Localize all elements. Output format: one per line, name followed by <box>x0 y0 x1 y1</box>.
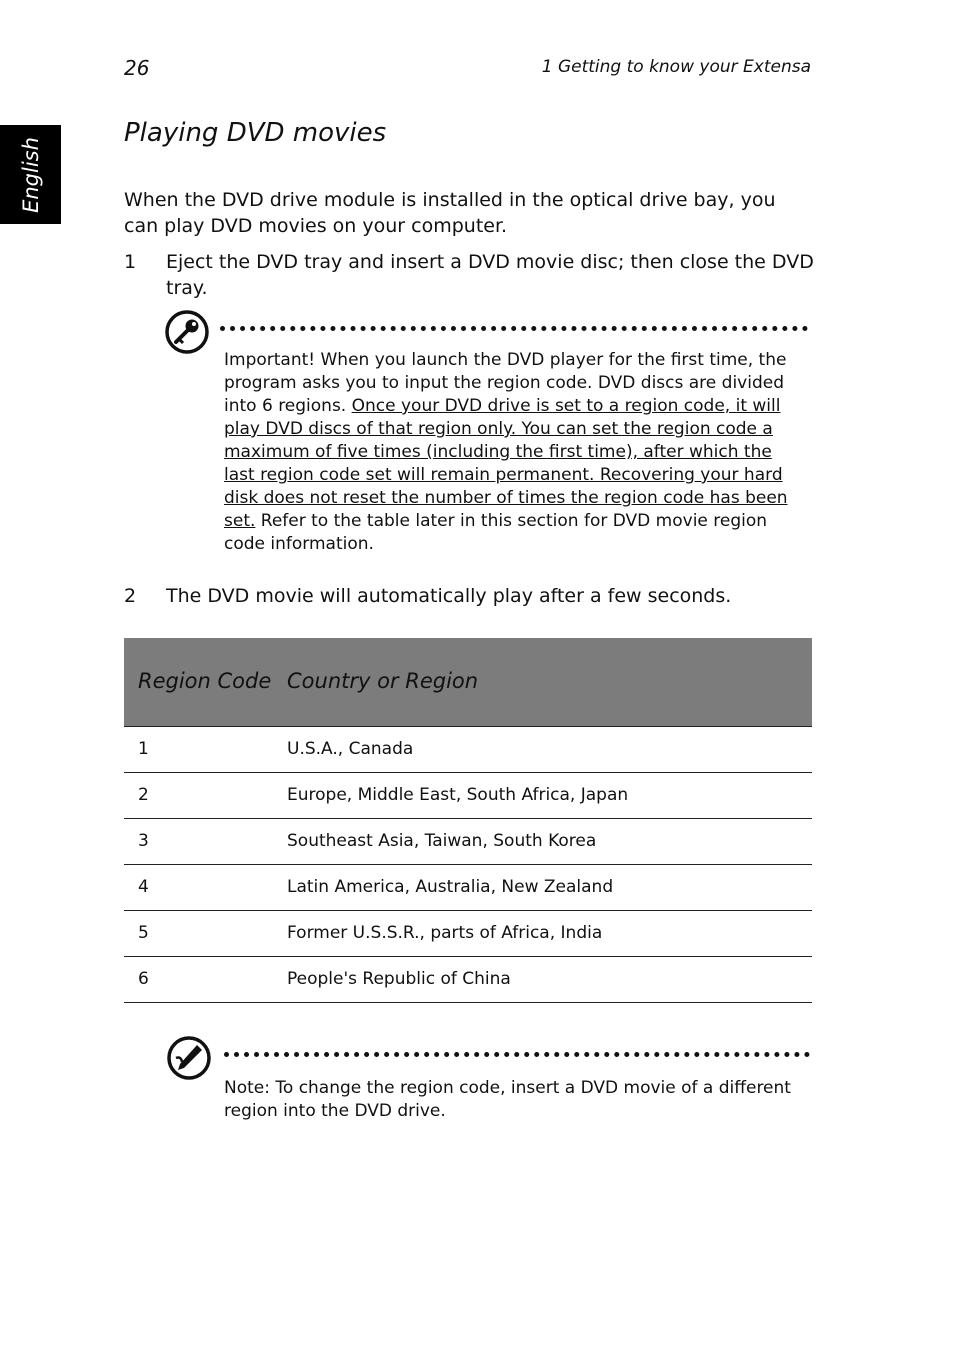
country-cell: Latin America, Australia, New Zealand <box>273 864 812 910</box>
table-row <box>124 772 812 818</box>
step-text: The DVD movie will automatically play after a few seconds. <box>166 585 732 607</box>
header-region-code: Region Code <box>124 638 273 726</box>
note-text: To change the region code, insert a DVD movie of a different region into the DVD drive. <box>224 1078 791 1121</box>
intro-paragraph: When the DVD drive module is installed in the optical drive bay, you can play DVD movies on your computer. <box>124 189 776 237</box>
note-label: Note: <box>224 1078 270 1098</box>
country-cell: Europe, Middle East, South Africa, Japan <box>273 772 812 818</box>
country-cell: People's Republic of China <box>273 956 812 1002</box>
table-header-row <box>124 638 812 726</box>
language-label: English <box>18 136 43 213</box>
page-number: 26 <box>124 56 150 80</box>
region-code-cell: 6 <box>124 956 273 1002</box>
region-code-cell: 1 <box>124 726 273 772</box>
step-text: Eject the DVD tray and insert a DVD movie disc; then close the DVD tray. <box>166 251 814 299</box>
region-code-cell: 2 <box>124 772 273 818</box>
section-title: Playing DVD movies <box>124 118 387 148</box>
important-callout <box>224 349 799 556</box>
region-code-table <box>124 638 812 1003</box>
callout-divider <box>224 1052 810 1057</box>
region-code-cell: 5 <box>124 910 273 956</box>
important-label: Important! <box>224 350 316 370</box>
country-cell: Southeast Asia, Taiwan, South Korea <box>273 818 812 864</box>
step-number: 2 <box>124 585 137 607</box>
language-side-tab <box>0 125 61 224</box>
step-number: 1 <box>124 251 137 273</box>
important-underlined-text: Once your DVD drive is set to a region code, it will play DVD discs of that region only. You can set the region code a maximum of five times (including the first time), after which the last region code set will remain permanent. Recovering your hard disk does not reset the number of times the region code has been set. <box>224 396 788 531</box>
important-text: When you launch the DVD player for the first time, the program asks you to input the region code. DVD discs are divided into 6 regions. <box>224 350 787 416</box>
pencil-note-icon <box>167 1036 211 1080</box>
table-row <box>124 864 812 910</box>
step-2 <box>124 583 814 609</box>
important-text-end: Refer to the table later in this section for DVD movie region code information. <box>224 511 768 554</box>
header-country-region: Country or Region <box>273 638 812 726</box>
table-row <box>124 726 812 772</box>
table-row <box>124 956 812 1002</box>
callout-divider <box>220 326 808 331</box>
country-cell: Former U.S.S.R., parts of Africa, India <box>273 910 812 956</box>
table-row <box>124 818 812 864</box>
step-1 <box>124 249 814 301</box>
chapter-title: 1 Getting to know your Extensa <box>541 57 811 77</box>
note-callout <box>224 1077 799 1123</box>
region-code-cell: 4 <box>124 864 273 910</box>
key-icon <box>165 310 209 354</box>
region-code-cell: 3 <box>124 818 273 864</box>
table-row <box>124 910 812 956</box>
country-cell: U.S.A., Canada <box>273 726 812 772</box>
